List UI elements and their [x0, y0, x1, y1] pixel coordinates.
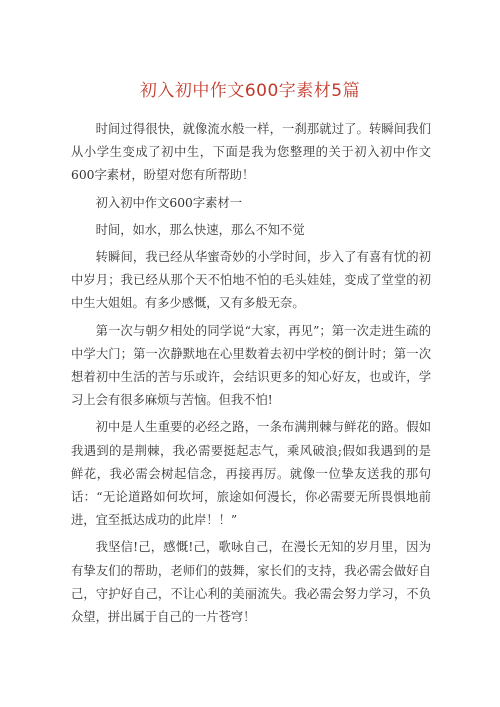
paragraph: 第一次与朝夕相处的同学说“大家，再见”；第一次走进生疏的中学大门；第一次静默地在心里数着去初中学校的倒计时；第一次想着初中生活的苦与乐或许，会结识更多的知心好友，也或许，学习上会有很多麻烦与苦恼。但我不怕!	[71, 323, 431, 408]
paragraph: 初中是人生重要的必经之路，一条布满荆棘与鲜花的路。假如我遇到的是荆棘，我必需要挺起志气，乘风破浪;假如我遇到的是鲜花，我必需会树起信念，再接再厉。就像一位挚友送我的那句话：“无论道路如何坎坷，旅途如何漫长，你必需要无所畏惧地前进，宜至抵达成功的此岸！！”	[71, 420, 431, 528]
section-heading: 初入初中作文600字素材一	[95, 195, 243, 210]
paragraph: 时间，如水，那么快速，那么不知不觉	[95, 222, 305, 237]
paragraph: 转瞬间，我已经从华蜜奇妙的小学时间，步入了有喜有忧的初中岁月；我已经从那个天不怕地不怕的毛头娃娃，变成了堂堂的初中生大姐姐。有多少感慨，又有多般无奈。	[71, 250, 431, 311]
document-body	[71, 118, 431, 633]
paragraph: 时间过得很快，就像流水般一样，一刹那就过了。转瞬间我们从小学生变成了初中生，下面是我为您整理的关于初入初中作文600字素材，盼望对您有所帮助！	[71, 122, 431, 183]
paragraph: 我坚信!己，感慨!己，歌咏自己，在漫长无知的岁月里，因为有挚友们的帮助，老师们的鼓舞，家长们的支持，我必需会做好自己，守护好自己，不让心利的美丽流失。我必需会努力学习，不负众望，拼出属于自己的一片苍穹！	[71, 540, 431, 625]
document-title: 初入初中作文600字素材5篇	[139, 81, 361, 101]
